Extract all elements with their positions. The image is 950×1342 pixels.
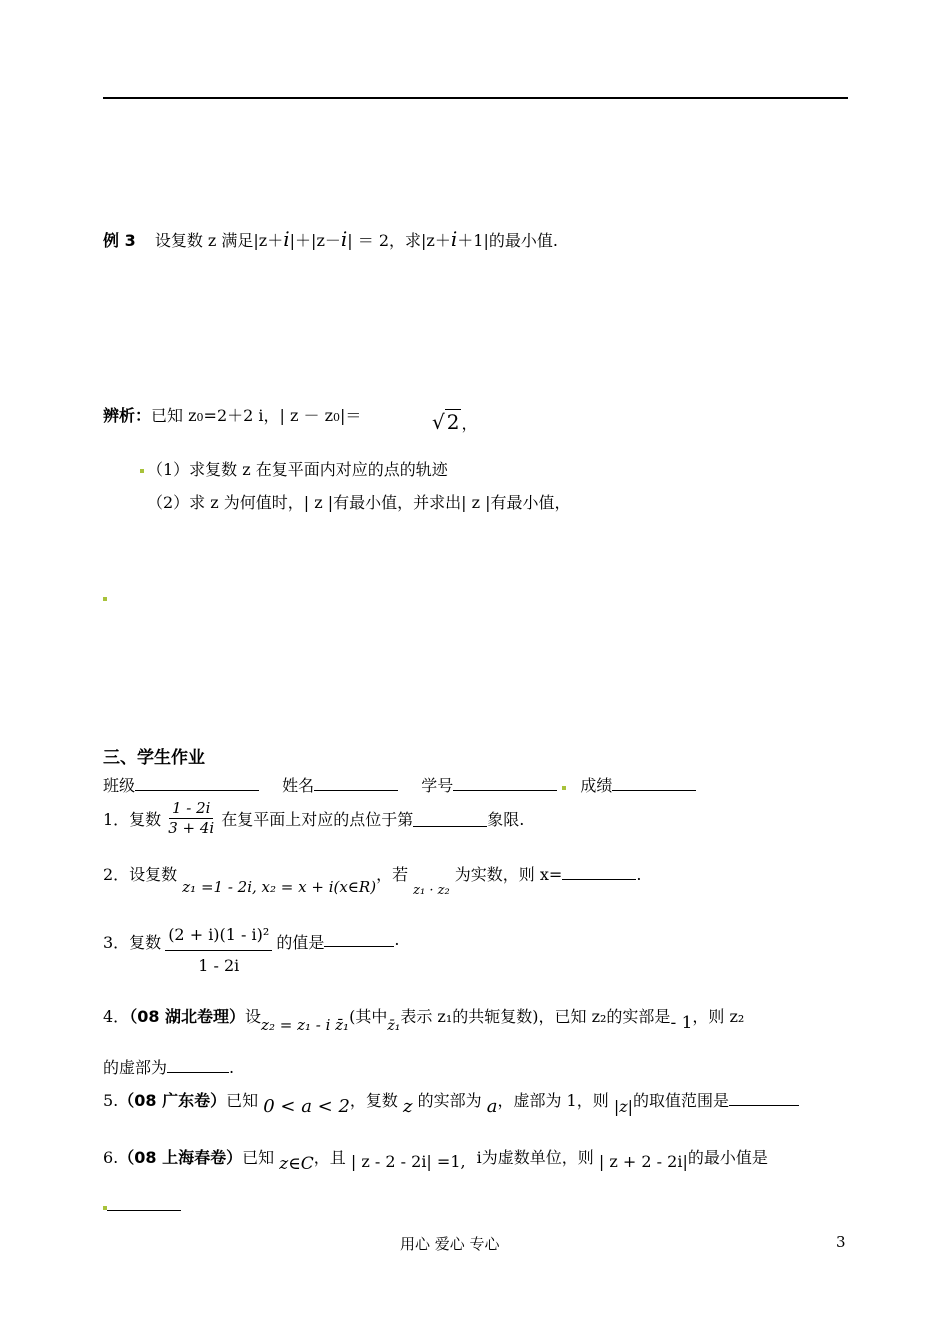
- analysis-sub-0: 0: [196, 411, 204, 424]
- q1-fraction: [165, 800, 217, 838]
- page-number: 3: [836, 1233, 846, 1251]
- marker-dot: [140, 469, 144, 473]
- q1-blank: [413, 810, 487, 827]
- q4-end: .: [229, 1058, 235, 1077]
- q4-text-c: 表示 z₁的共轭复数)，已知 z₂的实部是: [400, 1007, 671, 1026]
- sqrt-2: √ 2 ，: [432, 410, 478, 434]
- question-4-line2: [103, 1055, 234, 1078]
- q5-prefix: 5.: [103, 1091, 119, 1110]
- question-5: [103, 1088, 799, 1117]
- analysis-line: [103, 403, 361, 426]
- q6-cond: z∈C: [279, 1154, 314, 1174]
- analysis-q1: （1）求复数 z 在复平面内对应的点的轨迹: [147, 460, 448, 479]
- question-3: [103, 926, 399, 976]
- q2-prefix: 2．设复数: [103, 865, 178, 884]
- analysis-text-c: |＝: [340, 406, 362, 425]
- q5-z: z: [403, 1096, 413, 1117]
- q5-text-b: ，复数: [349, 1091, 398, 1110]
- analysis-text-b: =2＋2 i，| z － z: [203, 406, 334, 425]
- q5-text-a: 已知: [226, 1091, 259, 1110]
- q5-a: a: [486, 1096, 498, 1117]
- q4-text-b: (其中: [349, 1007, 388, 1026]
- q1-prefix: 1．复数: [103, 810, 162, 830]
- example-i-2: i: [340, 227, 348, 251]
- q1-suffix: 在复平面上对应的点位于第: [221, 810, 414, 830]
- example-text-a: 设复数 z 满足|z＋: [154, 231, 284, 250]
- q4-text-d: ，则 z₂: [692, 1007, 745, 1026]
- id-blank: [453, 774, 557, 791]
- student-info-line: [103, 773, 696, 796]
- analysis-q2: （2）求 z 为何值时，| z |有最小值，并求出| z |有最小值，: [147, 493, 571, 512]
- q5-text-e: 的取值范围是: [633, 1091, 730, 1110]
- q3-fraction: [165, 926, 272, 976]
- name-label: 姓名: [282, 776, 315, 795]
- q3-suffix: 的值是: [276, 933, 325, 952]
- q2-formula: z₁ =1 - 2i, x₂ = x + i(x∈R): [182, 878, 377, 896]
- q4-formula: z₂ = z₁ - i z̄₁: [261, 1016, 350, 1034]
- q5-absz: |z|: [613, 1097, 634, 1116]
- header-rule: [103, 97, 848, 99]
- example-text-d: ＋1|的最小值.: [457, 231, 558, 250]
- q6-blank: [107, 1194, 181, 1211]
- analysis-label: 辨析：: [103, 406, 152, 425]
- sqrt-value: 2: [446, 410, 460, 434]
- q4-line2: 的虚部为: [103, 1058, 168, 1077]
- q5-text-d: ，虚部为 1，则: [497, 1091, 609, 1110]
- q5-text-c: 的实部为: [417, 1091, 482, 1110]
- q1-num: 1 - 2i: [169, 800, 214, 819]
- question-1: [103, 800, 524, 838]
- q5-blank: [729, 1089, 799, 1106]
- example-text-c: | ＝ 2，求|z＋: [347, 231, 451, 250]
- q6-text-c: 为虚数单位，则: [481, 1148, 594, 1167]
- name-blank: [314, 774, 398, 791]
- q5-source: （08 广东卷）: [118, 1091, 227, 1110]
- q6-text-d: 的最小值是: [687, 1148, 768, 1167]
- q6-prefix: 6.: [103, 1148, 119, 1167]
- q3-blank: [324, 930, 394, 947]
- q4-text-a: 设: [245, 1007, 262, 1026]
- q2-blank: [562, 863, 636, 880]
- footer-slogan: 用心 爱心 专心: [400, 1235, 500, 1253]
- q1-end: 象限.: [487, 810, 525, 830]
- class-blank: [135, 774, 259, 791]
- id-label: 学号: [421, 776, 454, 795]
- q4-prefix: 4．: [103, 1007, 130, 1026]
- q6-text-b: ，且: [313, 1148, 346, 1167]
- example-i-1: i: [283, 227, 290, 251]
- q1-den: 3 + 4i: [168, 819, 215, 838]
- q2-mid: ，若: [376, 865, 409, 884]
- q2-suffix: 为实数，则 x=: [454, 865, 563, 884]
- q3-den: 1 - 2i: [198, 956, 240, 976]
- q4-conj: z̄₁: [387, 1018, 401, 1034]
- q2-product: z₁ · z₂: [413, 883, 450, 898]
- score-label: 成绩: [580, 776, 613, 795]
- marker-dot: [562, 786, 566, 790]
- example-3: [103, 227, 558, 251]
- question-6: [103, 1145, 768, 1174]
- analysis-text-a: 已知 z: [151, 406, 197, 425]
- homework-heading: 三、学生作业: [103, 748, 205, 768]
- q3-end: .: [394, 930, 400, 949]
- marker-dot: [103, 597, 107, 601]
- analysis-text-d: ，: [461, 414, 478, 433]
- example-text-b: |＋|z－: [289, 231, 341, 250]
- q3-prefix: 3．复数: [103, 933, 162, 952]
- q6-i: i: [476, 1148, 482, 1167]
- analysis-sub-0b: 0: [333, 411, 341, 424]
- q6-text-a: 已知: [242, 1148, 275, 1167]
- example-label: 例 3: [103, 231, 136, 250]
- q4-source: （08 湖北卷理）: [129, 1007, 246, 1026]
- q6-answer-line: [107, 1194, 181, 1215]
- q6-source: （08 上海春卷）: [118, 1148, 243, 1167]
- q5-cond: 0 < a < 2: [263, 1096, 350, 1117]
- question-4: [103, 1004, 745, 1034]
- q6-abs1: | z - 2 - 2i| =1,: [350, 1152, 466, 1171]
- q2-end: .: [636, 865, 642, 884]
- q6-abs2: | z + 2 - 2i|: [598, 1152, 688, 1171]
- class-label: 班级: [103, 776, 136, 795]
- q4-value: - 1: [670, 1013, 693, 1033]
- q4-blank: [167, 1056, 229, 1073]
- score-blank: [612, 774, 696, 791]
- q3-num: (2 + i)(1 - i)²: [165, 926, 272, 951]
- example-i-3: i: [450, 227, 458, 251]
